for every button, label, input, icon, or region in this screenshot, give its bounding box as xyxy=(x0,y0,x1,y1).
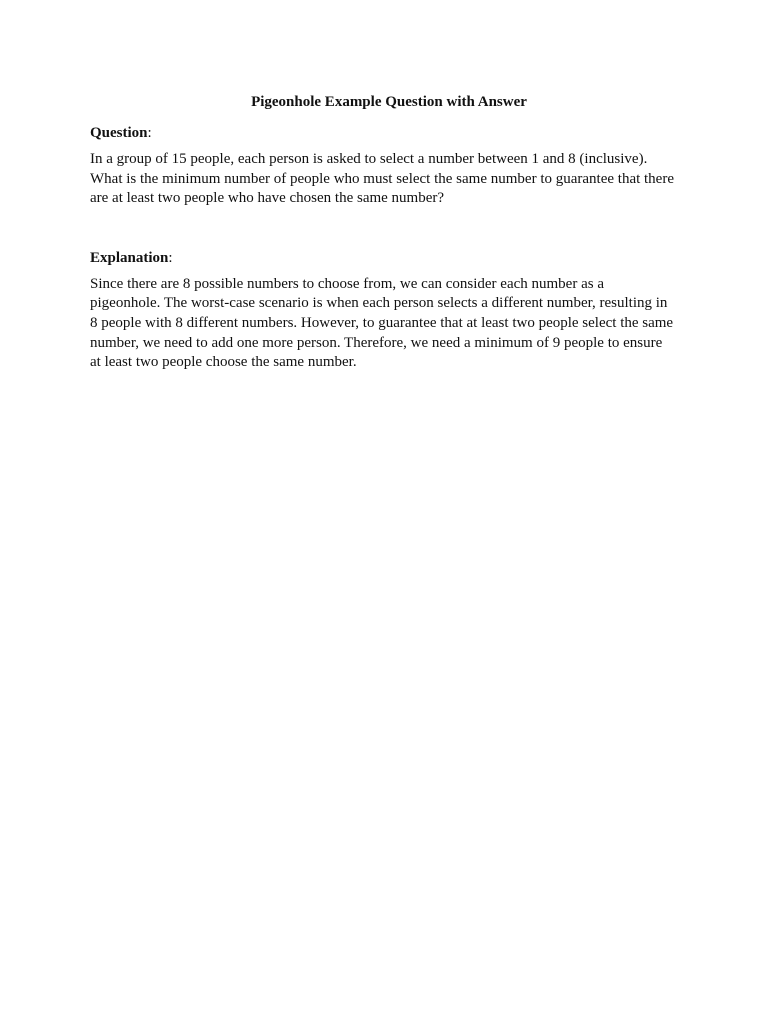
explanation-line: Since there are 8 possible numbers to choose from, we can consider each number as a xyxy=(90,275,604,292)
document-content xyxy=(90,92,688,373)
question-line: are at least two people who have chosen the same number? xyxy=(90,190,445,207)
question-label-colon: : xyxy=(147,125,152,141)
question-paragraph xyxy=(90,150,688,209)
explanation-line: number, we need to add one more person. Therefore, we need a minimum of 9 people to ensure xyxy=(90,334,663,351)
explanation-label-colon: : xyxy=(168,249,173,266)
document-title: Pigeonhole Example Question with Answer xyxy=(251,94,527,110)
question-line: What is the minimum number of people who must select the same number to guarantee that there xyxy=(90,170,674,187)
question-label: Question xyxy=(90,125,148,141)
question-heading xyxy=(90,123,688,143)
explanation-paragraph xyxy=(90,275,688,373)
explanation-line: 8 people with 8 different numbers. However, to guarantee that at least two people select the same xyxy=(90,314,674,331)
explanation-line: at least two people choose the same number. xyxy=(90,354,357,371)
question-line: In a group of 15 people, each person is asked to select a number between 1 and 8 (inclusive). xyxy=(90,151,648,167)
explanation-line: pigeonhole. The worst-case scenario is when each person selects a different number, resulting in xyxy=(90,295,668,312)
explanation-label: Explanation xyxy=(90,249,169,266)
explanation-heading xyxy=(90,248,688,268)
